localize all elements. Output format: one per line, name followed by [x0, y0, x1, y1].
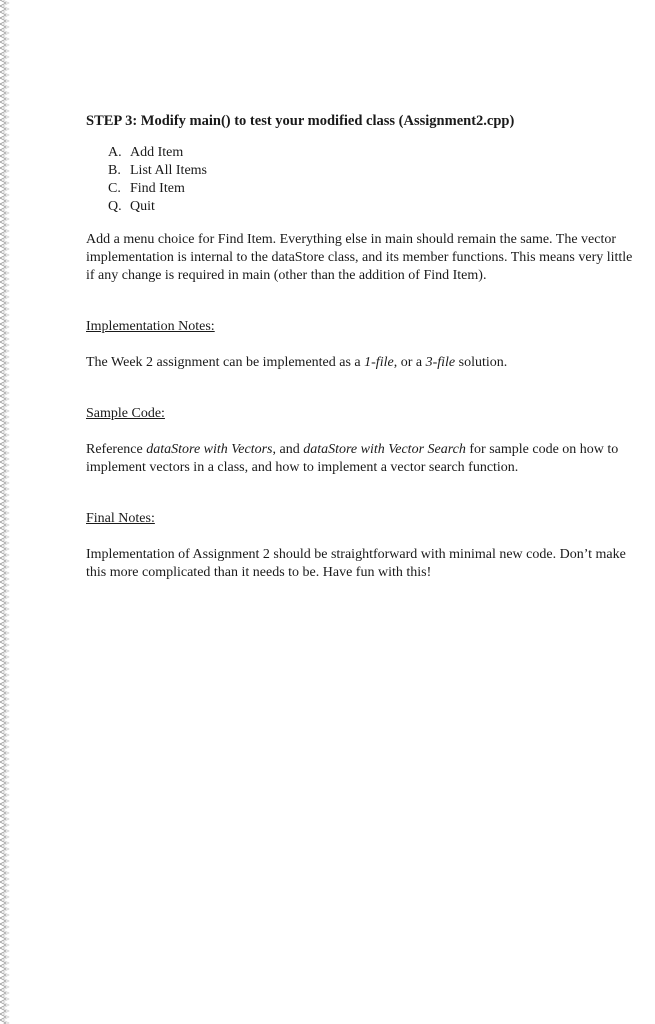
menu-list	[86, 144, 642, 216]
list-item	[108, 198, 642, 216]
implementation-notes-text	[86, 354, 642, 372]
text-segment: , and	[272, 442, 304, 457]
list-item	[108, 180, 642, 198]
menu-key: B.	[108, 163, 121, 178]
text-segment: The Week 2 assignment can be implemented as a	[86, 355, 365, 370]
final-notes-title: Final Notes:	[86, 511, 155, 526]
document-content	[86, 112, 642, 582]
torn-page-edge	[0, 0, 10, 1024]
menu-key: Q.	[108, 199, 122, 214]
option-3file: 3-file	[425, 355, 456, 370]
text-segment: , or a	[393, 355, 426, 370]
menu-label: List All Items	[130, 163, 207, 178]
reference-vectors: dataStore with Vectors	[146, 442, 273, 457]
final-notes-text: Implementation of Assignment 2 should be straightforward with minimal new code. Don’t make this more complicated than it needs to be. Have fun with this!	[86, 547, 626, 580]
step3-paragraph: Add a menu choice for Find Item. Everything else in main should remain the same. The vector implementation is internal to the dataStore class, and its member functions. This means very little if any change is required in main (other than the addition of Find Item).	[86, 232, 633, 283]
reference-vector-search: dataStore with Vector Search	[303, 442, 466, 457]
text-segment: Reference	[86, 442, 147, 457]
list-item	[108, 144, 642, 162]
text-segment: solution.	[455, 355, 508, 370]
step3-heading: STEP 3: Modify main() to test your modified class (Assignment2.cpp)	[86, 113, 515, 129]
menu-key: A.	[108, 145, 122, 160]
menu-label: Quit	[130, 199, 155, 214]
text-segment: for sample code on how to implement vectors in a class, and how to implement a vector search function.	[86, 442, 619, 475]
list-item	[108, 162, 642, 180]
implementation-notes-title: Implementation Notes:	[86, 319, 215, 334]
menu-label: Find Item	[130, 181, 185, 196]
menu-label: Add Item	[130, 145, 184, 160]
sample-code-title: Sample Code:	[86, 406, 165, 421]
menu-key: C.	[108, 181, 121, 196]
option-1file: 1-file	[364, 355, 394, 370]
sample-code-text	[86, 441, 642, 477]
